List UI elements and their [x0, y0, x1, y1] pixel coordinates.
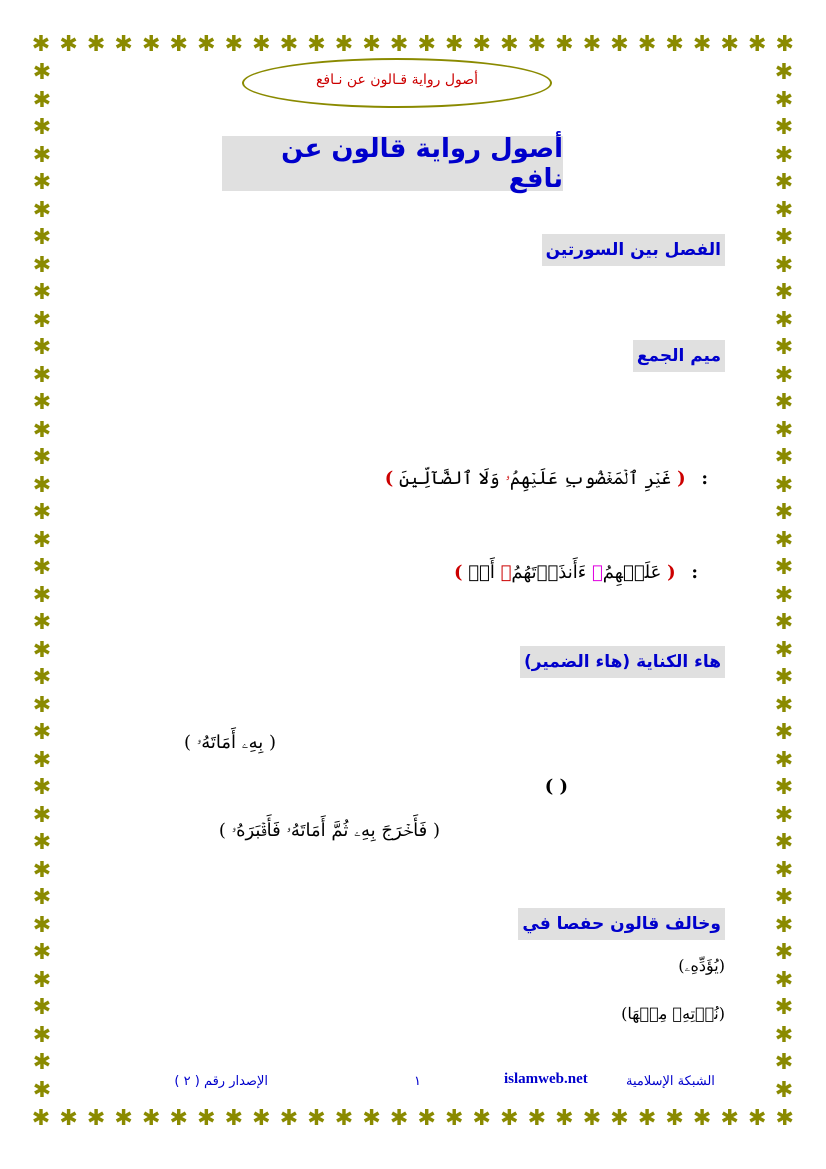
border-star-icon: ✱ — [32, 1022, 52, 1048]
border-star-icon: ✱ — [417, 32, 436, 57]
border-star-icon: ✱ — [252, 32, 271, 57]
page-title: أصول رواية قالون عن نافع — [281, 133, 563, 194]
verse-faakhraja: ( فَأَخۡرَجَ بِهِۦ ثُمَّ أَمَاتَهُۥ فَأَقۡبَرَهُۥ ) — [218, 820, 440, 841]
border-star-icon: ✱ — [32, 87, 52, 113]
border-star-icon: ✱ — [32, 335, 52, 360]
border-star-icon: ✱ — [32, 60, 52, 85]
border-star-icon: ✱ — [720, 1106, 739, 1131]
border-star-icon: ✱ — [32, 720, 52, 745]
running-header-title: أصول رواية قـالون عن نـافع — [315, 72, 479, 88]
border-star-icon: ✱ — [774, 967, 794, 993]
border-star-icon: ✱ — [224, 32, 244, 57]
border-star-icon: ✱ — [692, 1106, 712, 1131]
border-star-icon: ✱ — [748, 1106, 767, 1131]
border-star-icon: ✱ — [141, 32, 161, 57]
border-star-icon: ✱ — [774, 500, 794, 525]
border-star-icon: ✱ — [774, 335, 794, 360]
border-star-icon: ✱ — [389, 1106, 409, 1131]
border-star-icon: ✱ — [500, 1106, 519, 1131]
border-star-icon: ✱ — [774, 170, 794, 195]
verse-baqarah: : ( عَلَيۡهِمُۥ ءَأَنذَرۡتَهُمُۥ أَمۡ ) — [453, 562, 698, 583]
border-star-icon: ✱ — [774, 417, 794, 443]
border-star-icon: ✱ — [774, 252, 794, 278]
border-star-icon: ✱ — [32, 115, 52, 140]
border-star-icon: ✱ — [59, 1106, 78, 1131]
border-star-icon: ✱ — [774, 912, 794, 938]
border-star-icon: ✱ — [774, 637, 794, 663]
border-star-icon: ✱ — [31, 32, 51, 57]
border-star-icon: ✱ — [774, 665, 794, 690]
verse-yuaddih: (يُؤَدِّهِۦ) — [678, 956, 725, 975]
border-star-icon: ✱ — [665, 32, 684, 57]
footer-page-number: ١ — [414, 1074, 421, 1089]
border-star-icon: ✱ — [774, 1050, 794, 1075]
border-star-icon: ✱ — [774, 747, 794, 773]
border-star-icon: ✱ — [472, 1106, 491, 1131]
border-star-icon: ✱ — [32, 555, 52, 580]
border-star-icon: ✱ — [774, 87, 794, 113]
border-star-icon: ✱ — [334, 32, 354, 57]
border-star-icon: ✱ — [32, 527, 52, 553]
border-star-icon: ✱ — [334, 1106, 354, 1131]
border-star-icon: ✱ — [32, 912, 52, 938]
border-star-icon: ✱ — [32, 582, 52, 608]
border-star-icon: ✱ — [555, 1106, 574, 1131]
border-star-icon: ✱ — [774, 225, 794, 250]
border-star-icon: ✱ — [307, 1106, 326, 1131]
border-star-icon: ✱ — [32, 500, 52, 525]
border-star-icon: ✱ — [637, 32, 657, 57]
section-heading-ha-kinaya: هاء الكناية (هاء الضمير) — [520, 646, 725, 678]
border-star-icon: ✱ — [774, 362, 794, 388]
border-star-icon: ✱ — [32, 142, 52, 168]
footer-site-url[interactable]: islamweb.net — [504, 1071, 588, 1087]
footer-site-name: الشبكة الإسلامية — [626, 1074, 715, 1089]
border-star-icon: ✱ — [774, 197, 794, 223]
border-star-icon: ✱ — [774, 280, 794, 305]
border-star-icon: ✱ — [362, 32, 381, 57]
running-header — [242, 58, 552, 108]
border-star-icon: ✱ — [32, 610, 52, 635]
border-star-icon: ✱ — [32, 225, 52, 250]
border-star-icon: ✱ — [32, 830, 52, 855]
verse-nutih-minha: (نُؤۡتِهِۦ مِنۡهَا) — [621, 1004, 725, 1023]
border-star-icon: ✱ — [417, 1106, 436, 1131]
border-star-icon: ✱ — [582, 32, 602, 57]
border-star-icon: ✱ — [86, 32, 106, 57]
border-star-icon: ✱ — [32, 637, 52, 663]
page-title-box — [222, 133, 563, 194]
border-star-icon: ✱ — [31, 1106, 51, 1131]
border-star-icon: ✱ — [59, 32, 78, 57]
border-star-icon: ✱ — [774, 940, 794, 965]
verse-fatiha: : ( غَيۡرِ ٱلۡمَغۡضُوبِ عَلَيۡهِمُۥ وَلَا ٱلضَّآلِّينَ ) — [384, 468, 708, 489]
border-star-icon: ✱ — [362, 1106, 381, 1131]
border-star-icon: ✱ — [32, 280, 52, 305]
border-star-icon: ✱ — [141, 1106, 161, 1131]
border-star-icon: ✱ — [527, 1106, 547, 1131]
border-star-icon: ✱ — [774, 445, 794, 470]
border-star-icon: ✱ — [720, 32, 739, 57]
border-star-icon: ✱ — [32, 995, 52, 1020]
border-star-icon: ✱ — [665, 1106, 684, 1131]
border-star-icon: ✱ — [32, 665, 52, 690]
border-star-icon: ✱ — [774, 885, 794, 910]
border-star-icon: ✱ — [774, 582, 794, 608]
verse-empty-parens: ( ) — [544, 776, 568, 797]
border-star-icon: ✱ — [279, 1106, 299, 1131]
border-star-icon: ✱ — [610, 32, 629, 57]
border-star-icon: ✱ — [32, 940, 52, 965]
border-star-icon: ✱ — [279, 32, 299, 57]
border-star-icon: ✱ — [114, 1106, 133, 1131]
border-star-icon: ✱ — [32, 445, 52, 470]
border-star-icon: ✱ — [774, 830, 794, 855]
border-star-icon: ✱ — [32, 802, 52, 828]
border-star-icon: ✱ — [169, 1106, 188, 1131]
page-border-right — [772, 62, 796, 1102]
border-star-icon: ✱ — [32, 307, 52, 333]
border-star-icon: ✱ — [774, 307, 794, 333]
border-star-icon: ✱ — [775, 1106, 794, 1131]
border-star-icon: ✱ — [500, 32, 519, 57]
border-star-icon: ✱ — [527, 32, 547, 57]
section-heading-separation: الفصل بين السورتين — [542, 234, 725, 266]
border-star-icon: ✱ — [472, 32, 491, 57]
border-star-icon: ✱ — [32, 967, 52, 993]
border-star-icon: ✱ — [32, 252, 52, 278]
border-star-icon: ✱ — [774, 610, 794, 635]
border-star-icon: ✱ — [307, 32, 326, 57]
border-star-icon: ✱ — [774, 857, 794, 883]
border-star-icon: ✱ — [32, 472, 52, 498]
border-star-icon: ✱ — [774, 527, 794, 553]
border-star-icon: ✱ — [774, 1022, 794, 1048]
border-star-icon: ✱ — [774, 775, 794, 800]
border-star-icon: ✱ — [444, 1106, 464, 1131]
border-star-icon: ✱ — [32, 417, 52, 443]
border-star-icon: ✱ — [774, 390, 794, 415]
border-star-icon: ✱ — [32, 692, 52, 718]
border-star-icon: ✱ — [774, 802, 794, 828]
border-star-icon: ✱ — [32, 197, 52, 223]
border-star-icon: ✱ — [774, 115, 794, 140]
border-star-icon: ✱ — [224, 1106, 244, 1131]
border-star-icon: ✱ — [32, 170, 52, 195]
footer-issue-number: الإصدار رقم ( ٢ ) — [174, 1074, 268, 1089]
border-star-icon: ✱ — [32, 1077, 52, 1103]
border-star-icon: ✱ — [555, 32, 574, 57]
border-star-icon: ✱ — [389, 32, 409, 57]
border-star-icon: ✱ — [774, 555, 794, 580]
page-border-left — [30, 62, 54, 1102]
page-border-bottom — [30, 1108, 796, 1130]
border-star-icon: ✱ — [774, 720, 794, 745]
border-star-icon: ✱ — [32, 1050, 52, 1075]
border-star-icon: ✱ — [774, 692, 794, 718]
border-star-icon: ✱ — [169, 32, 188, 57]
border-star-icon: ✱ — [32, 390, 52, 415]
border-star-icon: ✱ — [637, 1106, 657, 1131]
page-border-top — [30, 34, 796, 56]
section-heading-qalun-hafs: وخالف قالون حفصا في — [518, 908, 725, 940]
border-star-icon: ✱ — [32, 857, 52, 883]
border-star-icon: ✱ — [748, 32, 767, 57]
border-star-icon: ✱ — [252, 1106, 271, 1131]
border-star-icon: ✱ — [114, 32, 133, 57]
border-star-icon: ✱ — [774, 142, 794, 168]
border-star-icon: ✱ — [86, 1106, 106, 1131]
border-star-icon: ✱ — [774, 995, 794, 1020]
border-star-icon: ✱ — [32, 747, 52, 773]
border-star-icon: ✱ — [774, 1077, 794, 1103]
border-star-icon: ✱ — [32, 362, 52, 388]
border-star-icon: ✱ — [197, 1106, 216, 1131]
border-star-icon: ✱ — [610, 1106, 629, 1131]
border-star-icon: ✱ — [32, 775, 52, 800]
verse-bihi-amatah: ( بِهِۦ أَمَاتَهُۥ ) — [184, 732, 276, 753]
border-star-icon: ✱ — [775, 32, 794, 57]
border-star-icon: ✱ — [774, 472, 794, 498]
section-heading-mim-jam: ميم الجمع — [633, 340, 725, 372]
border-star-icon: ✱ — [197, 32, 216, 57]
border-star-icon: ✱ — [444, 32, 464, 57]
border-star-icon: ✱ — [582, 1106, 602, 1131]
border-star-icon: ✱ — [774, 60, 794, 85]
border-star-icon: ✱ — [692, 32, 712, 57]
border-star-icon: ✱ — [32, 885, 52, 910]
